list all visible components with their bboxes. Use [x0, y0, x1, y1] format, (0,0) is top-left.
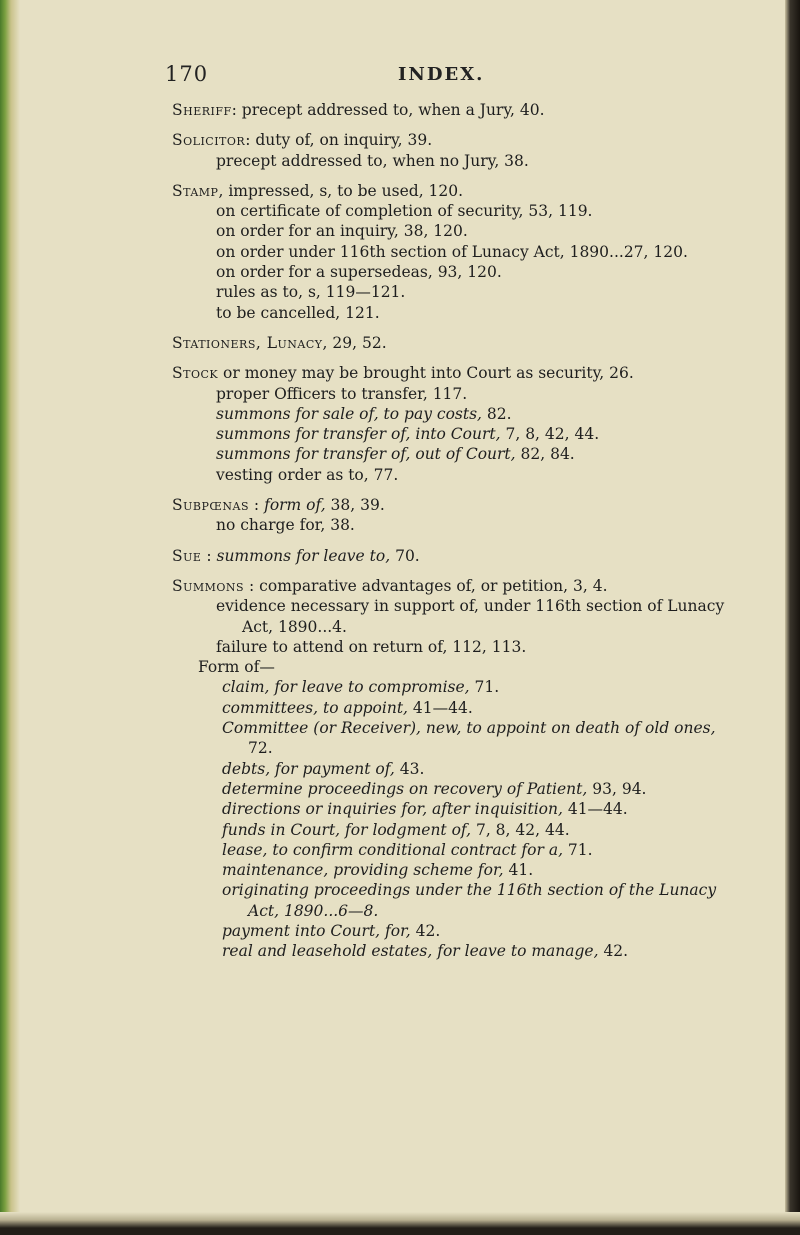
subentry: precept addressed to, when no Jury, 38. — [216, 151, 529, 170]
subentry: evidence necessary in support of, under 116th section of Lunacy Act, 1890...4. — [216, 597, 725, 636]
form-entry — [172, 941, 732, 961]
entry-text: , 29, 52. — [322, 333, 387, 352]
form-entry-pages: 71. — [469, 678, 500, 697]
form-entry-pages: 43. — [394, 759, 425, 778]
subentry-pages: 82. — [481, 404, 512, 423]
form-entry-pages: 41—44. — [407, 698, 473, 717]
subentry: to be cancelled, 121. — [216, 303, 380, 322]
subentry — [172, 444, 732, 464]
subentry: rules as to, s, 119—121. — [216, 283, 406, 302]
entry-heading: Sue — [172, 546, 202, 565]
entry-summons — [172, 576, 732, 596]
entry-text: : — [201, 546, 217, 565]
subentry: no charge for, 38. — [216, 516, 355, 535]
subentry-italic: summons for sale of, to pay costs, — [216, 404, 482, 423]
entry-text: 38, 39. — [325, 496, 385, 515]
form-entry-italic: funds in Court, for lodgment of, — [222, 820, 472, 839]
form-entry — [172, 677, 732, 697]
form-entry — [172, 718, 732, 759]
subentry: on order for a supersedeas, 93, 120. — [216, 263, 502, 282]
form-entry-pages: 42. — [598, 942, 629, 961]
form-entry-italic: payment into Court, for, — [222, 921, 411, 940]
subentry-italic: summons for transfer of, into Court, — [216, 425, 501, 444]
entry-stock — [172, 363, 732, 383]
entry-heading: Summons — [172, 576, 245, 595]
subentry: proper Officers to transfer, 117. — [216, 384, 468, 403]
form-entry — [172, 779, 732, 799]
entry-stationers — [172, 333, 732, 353]
entry-text: : precept addressed to, when a Jury, 40. — [231, 101, 545, 119]
form-entry-italic: originating proceedings under the 116th section of the Lunacy Act, 1890...6—8. — [222, 881, 717, 920]
form-entry-pages: 41—44. — [562, 800, 628, 819]
entry-sue — [172, 546, 732, 566]
entry-heading: Subpœnas — [172, 496, 249, 515]
subentry: on certificate of completion of security, 53, 119. — [216, 202, 593, 221]
form-entry — [172, 921, 732, 941]
form-entry-italic: real and leasehold estates, for leave to manage, — [222, 942, 599, 961]
form-entry-pages: 72. — [248, 739, 273, 758]
index-entries — [172, 100, 732, 962]
form-entry-italic: maintenance, providing scheme for, — [222, 861, 504, 880]
entry-solicitor — [172, 130, 732, 150]
form-entry — [172, 698, 732, 718]
form-entry-italic: claim, for leave to compromise, — [222, 678, 470, 697]
entry-heading: Stock — [172, 364, 219, 383]
form-entry-pages: 42. — [410, 921, 441, 940]
form-entry — [172, 820, 732, 840]
entry-text-italic: form of, — [264, 496, 326, 515]
entry-sheriff — [172, 100, 732, 120]
form-entry-pages: 93, 94. — [587, 779, 647, 798]
entry-text: : comparative advantages of, or petition, 3, 4. — [244, 576, 608, 595]
page-right-edge — [785, 0, 800, 1235]
subentry — [172, 404, 732, 424]
form-entry — [172, 759, 732, 779]
form-entry-italic: lease, to confirm conditional contract for a, — [222, 840, 563, 859]
entry-text: , impressed, s, to be used, 120. — [218, 181, 464, 200]
form-entry-italic: debts, for payment of, — [222, 759, 395, 778]
subentry: on order under 116th section of Lunacy Act, 1890...27, 120. — [216, 242, 688, 261]
subentry-pages: 7, 8, 42, 44. — [500, 425, 600, 444]
entry-text: 70. — [390, 546, 420, 565]
entry-text: : duty of, on inquiry, 39. — [245, 131, 433, 150]
form-entry — [172, 840, 732, 860]
form-entry — [172, 860, 732, 880]
entry-heading: Solicitor — [172, 131, 246, 150]
form-entry-italic: directions or inquiries for, after inquisition, — [222, 800, 563, 819]
form-of-heading: Form of— — [198, 658, 275, 677]
form-entry-italic: Committee (or Receiver), new, to appoint on death of old ones, — [222, 719, 716, 738]
subentry: on order for an inquiry, 38, 120. — [216, 222, 468, 241]
page-bottom-edge — [0, 1212, 800, 1235]
entry-stamp — [172, 181, 732, 201]
form-entry-pages: 7, 8, 42, 44. — [471, 820, 570, 839]
form-entry-italic: determine proceedings on recovery of Patient, — [222, 779, 588, 798]
entry-text: or money may be brought into Court as security, 26. — [218, 364, 634, 383]
subentry-italic: summons for transfer of, out of Court, — [216, 445, 516, 464]
subentry: failure to attend on return of, 112, 113. — [216, 637, 527, 656]
page-number: 170 — [165, 62, 209, 86]
form-entry-pages: 71. — [563, 840, 593, 859]
running-head: INDEX. — [398, 64, 485, 85]
form-entry-pages: 41. — [503, 861, 534, 880]
form-entry — [172, 880, 732, 921]
subentry — [172, 424, 732, 444]
entry-text-italic: summons for leave to, — [216, 546, 391, 565]
entry-subpoenas — [172, 495, 732, 515]
entry-heading: Sheriff — [172, 101, 232, 119]
subentry-pages: 82, 84. — [515, 445, 575, 464]
entry-heading: Stamp — [172, 181, 219, 200]
subentry: vesting order as to, 77. — [216, 465, 399, 484]
form-entry-italic: committees, to appoint, — [222, 698, 408, 717]
entry-text: : — [249, 496, 265, 515]
page-left-edge — [0, 0, 20, 1235]
form-entry — [172, 799, 732, 819]
entry-heading: Stationers, Lunacy — [172, 333, 323, 352]
